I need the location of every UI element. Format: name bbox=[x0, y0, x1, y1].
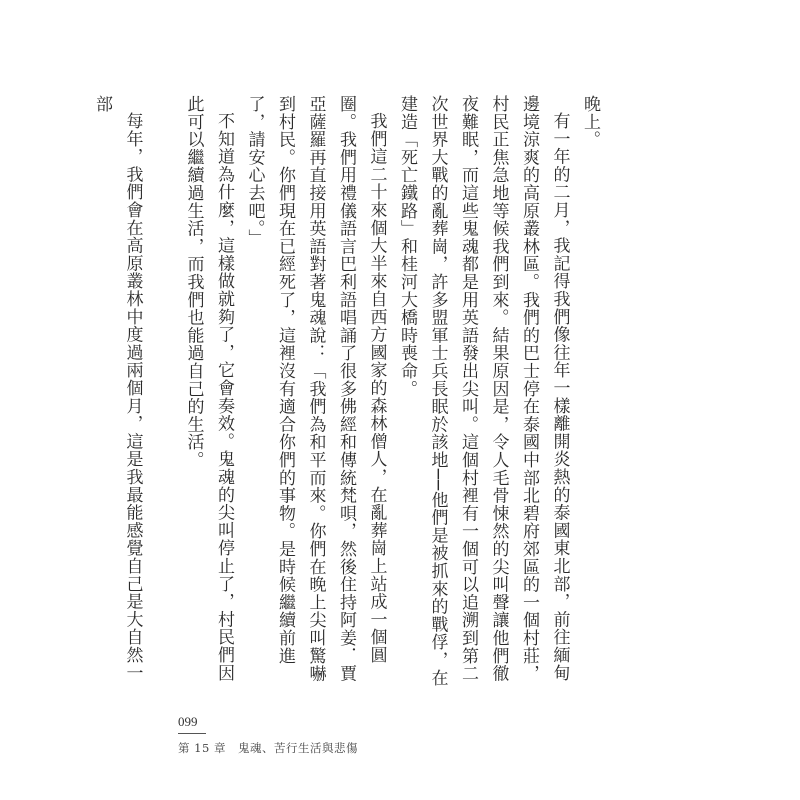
folio-divider bbox=[178, 733, 206, 734]
paragraph-ghosts-stopped: 不知道為什麼，這樣做就夠了，它會奏效。鬼魂的尖叫停止了，村民們因此可以繼續過生活，而我們也能過自己的生活。 bbox=[183, 95, 234, 682]
page-number: 099 bbox=[178, 714, 198, 729]
paragraph-continuation: 晚上。 bbox=[580, 95, 600, 149]
chapter-running-head: 第 15 章 鬼魂、苦行生活與悲傷 bbox=[178, 741, 358, 755]
paragraph-monks-chanting: 我們這二十來個大半來自西方國家的森林僧人，在亂葬崗上站成一個圓圈。我們用禮儀語言巴利語唱誦了很多佛經和傳統梵唄，然後住持阿姜．賈亞薩羅再直接用英語對著鬼魂說：「我們為和平而來。你們在晚上尖叫驚嚇到村民。你們現在已經死了，這裡沒有適合你們的事物。是時候繼續前進了，請安心去吧。」 bbox=[244, 95, 387, 683]
paragraph-ghost-village: 有一年的二月，我記得我們像往年一樣離開炎熱的泰國東北部，前往緬甸邊境涼爽的高原叢林區。我們的巴士停在泰國中部北碧府郊區的一個村莊，村民正焦急地等候我們到來。結果原因是，令人毛骨悚然的尖叫聲讓他們徹夜難眠，而這些鬼魂都是用英語發出尖叫。這個村裡有一個可以追溯到第二次世界大戰的亂葬崗，許多盟軍士兵長眠於該地──他們是被抓來的戰俘，在建造「死亡鐵路」和桂河大橋時喪命。 bbox=[397, 95, 570, 687]
body-text bbox=[92, 95, 605, 695]
paragraph-highland-forest: 每年，我們會在高原叢林中度過兩個月，這是我最能感覺自己是大自然一部 bbox=[92, 95, 143, 682]
